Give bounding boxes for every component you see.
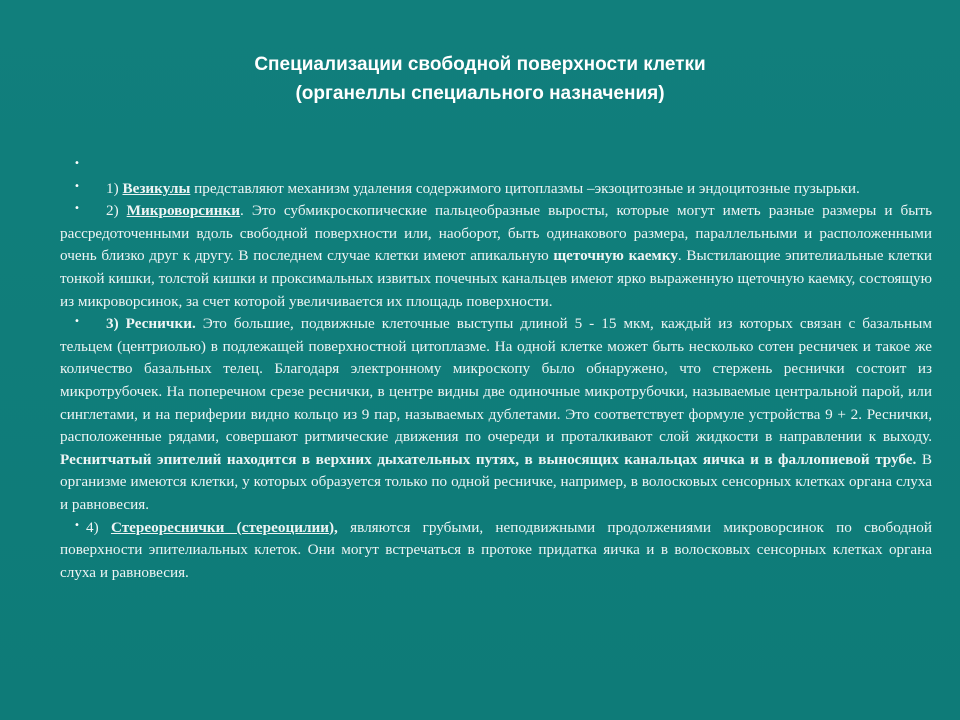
term-brush-border: щеточную каемку [553, 247, 678, 265]
item-text: . Это субмикроскопические пальцеобразные выросты, которые могут иметь разные размеры и быть рассредоточенными вдоль свободной поверхности или, наоборот, быть одинакового размера, параллельными и расположенными очень близко друг к другу. В последнем случае клетки имеют апикальную [60, 202, 932, 265]
list-item-stereocilia [60, 517, 932, 585]
item-number: 1) [106, 179, 119, 197]
item-text: Это большие, подвижные клеточные выступы длиной 5 - 15 мкм, каждый из которых связан с базальным тельцем (центриолью) в подлежащей поверхностной цитоплазме. На одной клетке может быть несколько сотен ресничек и такое же количество базальных телец. Благодаря электронному микроскопу было обнаружено, что стержень реснички состоит из микротрубочек. На поперечном срезе реснички, в центре видны две одиночные микротрубочки, называемые центральной парой, или синглетами, и на периферии видно кольцо из 9 пар, называемых дублетами. Это соответствует формуле устройства 9 + 2. Реснички, расположенные рядами, совершают ритмические движения по очереди и проталкивают слой жидкости в направлении к выходу. [60, 315, 932, 446]
title-line-2: (органеллы специального назначения) [295, 83, 665, 104]
list-item-microvilli [60, 200, 932, 313]
bullet-icon: • [74, 180, 80, 192]
slide-body [60, 155, 932, 584]
item-number: 2) [106, 202, 119, 220]
term-microvilli: Микроворсинки [126, 202, 241, 220]
list-item-cilia [60, 313, 932, 516]
item-text-continued: . Выстилающие эпителиальные клетки тонкой кишки, толстой кишки и проксимальных извитых почечных канальцев имеют ярко выраженную щеточную каемку, состоящую из микроворсинок, за счет которой увеличивается их площадь поверхности. [60, 247, 932, 310]
term-stereocilia: Стереореснички (стереоцилии), [110, 518, 338, 536]
bullet-icon: • [74, 158, 80, 169]
title-line-1: Специализации свободной поверхности клетки [254, 54, 706, 75]
term-vesicles: Везикулы [122, 179, 191, 197]
slide-title [100, 50, 860, 108]
bullet-icon: • [74, 519, 80, 531]
item-number: 4) [86, 518, 99, 536]
item-text-continued: В организме имеются клетки, у которых образуется только по одной ресничке, например, в волосковых сенсорных клетках органа слуха и равновесия. [60, 450, 932, 513]
ciliated-epithelium-highlight: Реснитчатый эпителий находится в верхних дыхательных путях, в выносящих канальцах яичка и в фаллопиевой трубе. [60, 450, 917, 468]
item-text: являются грубыми, неподвижными продолжениями микроворсинок по свободной поверхности эпителиальных клеток. Они могут встречаться в протоке придатка яичка и в волосковых сенсорных клетках органа слуха и равновесия. [60, 518, 933, 581]
empty-bullet-item [60, 155, 932, 178]
list-item-vesicles [60, 178, 932, 201]
bullet-icon: • [74, 316, 80, 328]
term-cilia: 3) Реснички. [106, 315, 196, 333]
bullet-icon: • [74, 203, 80, 215]
item-text: представляют механизм удаления содержимого цитоплазмы –экзоцитозные и эндоцитозные пузырьки. [190, 179, 860, 197]
